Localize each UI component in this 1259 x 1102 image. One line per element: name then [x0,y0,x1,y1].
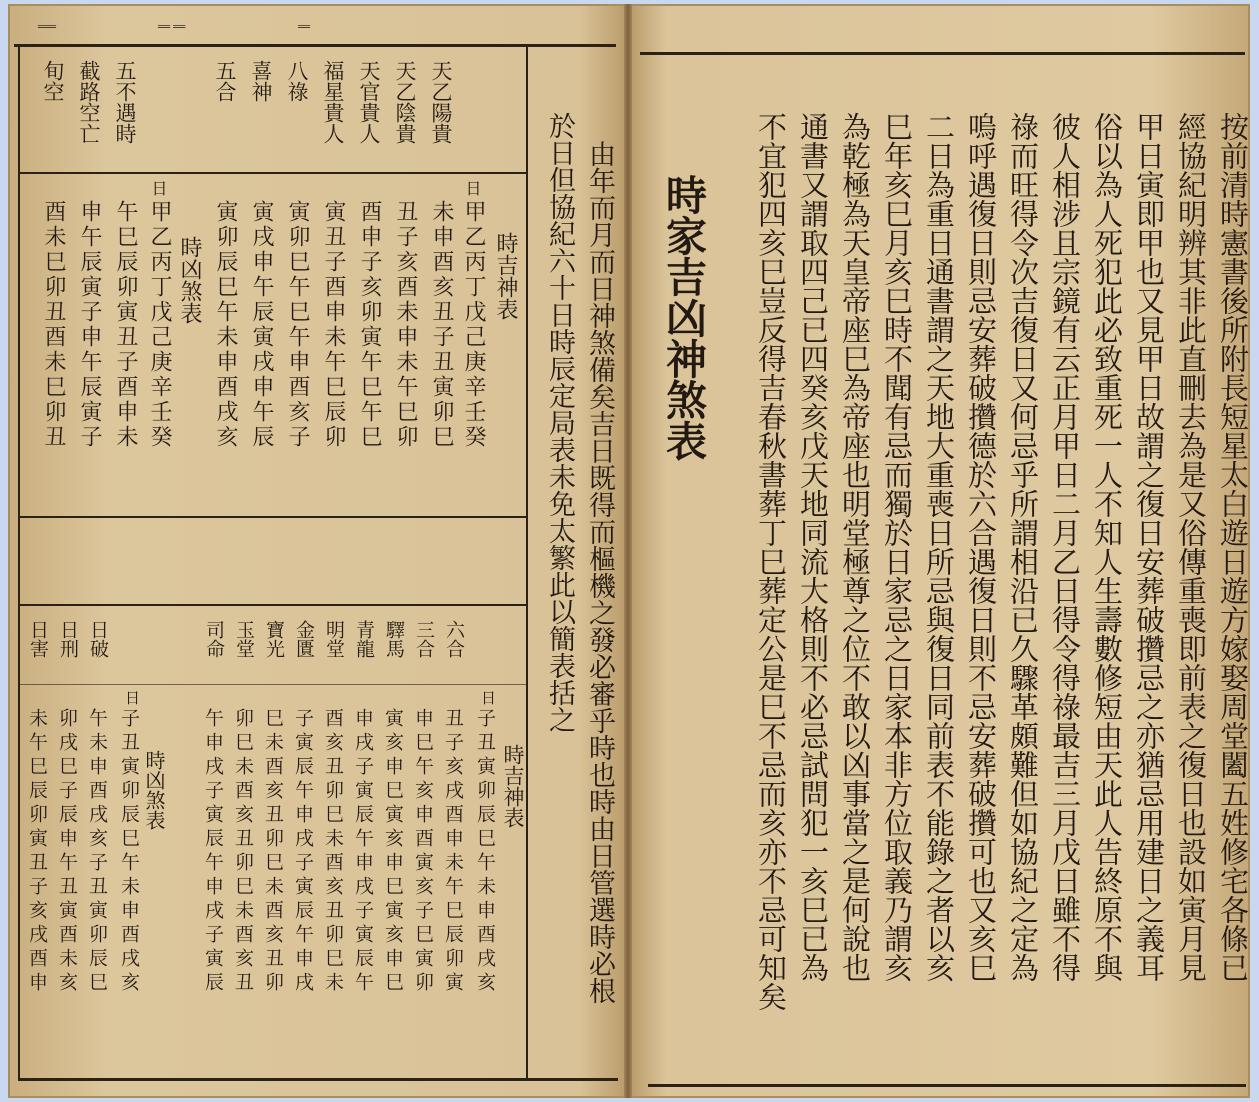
lower-bad-title: 時凶煞表 [142,750,166,830]
lower-row-values: 申戌子寅辰午申戌子寅辰午 [352,708,374,996]
upper-bad-row-name: 截路空亡 [77,60,101,144]
upper-bad-title: 時凶煞表 [177,236,202,324]
upper-row-name: 福星貴人 [321,60,345,144]
upper-stem-header: 甲乙丙丁戊己庚辛壬癸 [461,200,486,450]
lower-table-header-rule [20,684,526,685]
body-text-column: 彼人相涉且宗鏡有云正月甲日二月乙日得令得祿最吉三月戊日雖不得 [1048,112,1082,982]
lower-row-values: 申巳午亥申酉寅亥子巳寅卯 [412,708,434,996]
lower-bad-row-name: 日害 [27,620,49,658]
note-column: 由年而月而日神煞備矣吉日既得而樞機之發必審乎時也時由日管選時必根 [584,140,615,1004]
upper-table-title: 時吉神表 [493,232,518,320]
lower-table-title: 時吉神表 [501,744,525,828]
lower-bad-branch-header: 子丑寅卯辰巳午未申酉戌亥 [118,708,140,996]
note-separator [526,44,528,1080]
body-text-column: 俗以為人死犯此必致重死一人不知人生壽數修短由天此人告終原不與 [1090,112,1124,982]
body-text-column: 不宜犯四亥巳豈反得吉春秋書葬丁巳葬定公是巳不忌而亥亦不忌可知矣 [754,112,788,1011]
body-text-column: 巳年亥巳月亥巳時不聞有忌而獨於日家忌之日家本非方位取義乃謂亥 [880,112,914,982]
upper-row-name: 天官貴人 [357,60,381,144]
lower-bad-row-values: 午未申酉戌亥子丑寅卯辰巳 [86,708,108,996]
upper-row-name: 五合 [213,60,237,102]
lower-table-top-rule [20,604,526,606]
lower-bad-marker: 日 [123,690,141,705]
body-text-column: 通書又謂取四己已四癸亥戊天地同流大格則不必忌試問犯一亥巳已為 [796,112,830,982]
printer-mark: ═══ [38,22,57,33]
upper-bad-row-name: 旬空 [41,60,65,102]
left-outer-border [18,44,20,1080]
upper-stem-marker: 日 [463,180,482,196]
lower-row-name: 三合 [413,620,435,658]
lower-row-values: 子寅辰午申戌子寅辰午申戌 [292,708,314,996]
upper-row-values: 酉申子亥卯寅午巳午巳 [357,200,382,450]
body-text-column: 二日為重日通書謂之天地大重喪日所忌與復日同前表不能錄之者以亥 [922,112,956,982]
lower-row-name: 金匱 [293,620,315,658]
upper-row-name: 天乙陽貴 [429,60,453,144]
printer-mark: ══ [298,22,311,33]
lower-row-name: 驛馬 [383,620,405,658]
upper-row-name: 八祿 [285,60,309,102]
lower-row-values: 丑子亥戌酉申未午巳辰卯寅 [442,708,464,996]
right-page-top-rule [640,52,1245,55]
lower-row-name: 玉堂 [233,620,255,658]
right-page-bottom-rule [648,1084,1246,1087]
upper-row-values: 寅丑子酉申未午巳辰卯 [321,200,346,450]
lower-row-name: 六合 [443,620,465,658]
upper-bad-row-values: 申午辰寅子申午辰寅子 [77,200,102,450]
lower-row-values: 寅亥申巳寅亥申巳寅亥申巳 [382,708,404,996]
upper-row-values: 寅卯巳午巳午申酉亥子 [285,200,310,450]
upper-table-header-rule [20,172,526,174]
upper-table-bottom-rule [20,516,526,518]
upper-row-values: 丑子亥酉未申未午巳卯 [393,200,418,450]
upper-row-name: 喜神 [249,60,273,102]
body-text-column: 祿而旺得令次吉復日又何忌乎所謂相沿已久驟革頗難但如協紀之定為 [1006,112,1040,982]
body-text-column: 按前清時憲書後所附長短星太白遊日遊方嫁娶周堂闔五姓修宅各條已 [1216,112,1250,982]
note-column: 於日但協紀六十日時辰定局表未免太繁此以簡表括之 [544,112,575,733]
upper-row-values: 未申酉亥丑子丑寅卯巳 [429,200,454,450]
upper-bad-row-name: 五不遇時 [113,60,137,144]
lower-row-name: 明堂 [323,620,345,658]
left-bottom-rule [18,1078,618,1081]
body-text-column: 甲日寅即甲也又見甲日故謂之復日安葬破攢忌之亦猶忌用建日之義耳 [1132,112,1166,982]
lower-row-name: 寶光 [263,620,285,658]
book-spread [8,4,1250,1098]
lower-bad-row-values: 卯戌巳子辰申午丑寅酉未亥 [56,708,78,996]
upper-bad-stem-header: 甲乙丙丁戊己庚辛壬癸 [147,200,172,450]
lower-row-values: 酉亥丑卯巳未酉亥丑卯巳未 [322,708,344,996]
upper-bad-row-values: 午巳辰卯寅丑子酉申未 [113,200,138,450]
body-text-column: 為乾極為天皇帝座巳為帝座也明堂極尊之位不敢以凶事當之是何說也 [838,112,872,982]
lower-row-name: 青龍 [353,620,375,658]
lower-bad-row-name: 日刑 [57,620,79,658]
body-text-column: 經協紀明辨其非此直刪去為是又俗傳重喪即前表之復日也設如寅月見 [1174,112,1208,982]
lower-bad-row-name: 日破 [87,620,109,658]
lower-row-values: 巳未酉亥丑卯巳未酉亥丑卯 [262,708,284,996]
lower-row-values: 卯巳未酉亥丑卯巳未酉亥丑 [232,708,254,996]
lower-branch-header: 子丑寅卯辰巳午未申酉戌亥 [474,708,496,996]
printer-mark: ══ ══ [158,22,186,33]
upper-row-values: 寅卯辰巳午未申酉戌亥 [213,200,238,450]
lower-row-values: 午申戌子寅辰午申戌子寅辰 [202,708,224,996]
lower-bad-row-values: 未午巳辰卯寅丑子亥戌酉申 [26,708,48,996]
upper-bad-marker: 日 [149,180,168,196]
upper-bad-row-values: 酉未巳卯丑酉未巳卯丑 [41,200,66,450]
body-text-column: 嗚呼遇復日則忌安葬破攢德於六合遇復日則不忌安葬破攢可也又亥巳 [964,112,998,982]
lower-row-name: 司命 [203,620,225,658]
upper-row-values: 寅戌申午辰寅戌申午辰 [249,200,274,450]
upper-row-name: 天乙陰貴 [393,60,417,144]
lower-branch-marker: 日 [479,690,497,705]
page-title: 時家吉凶神煞表 [659,174,707,461]
